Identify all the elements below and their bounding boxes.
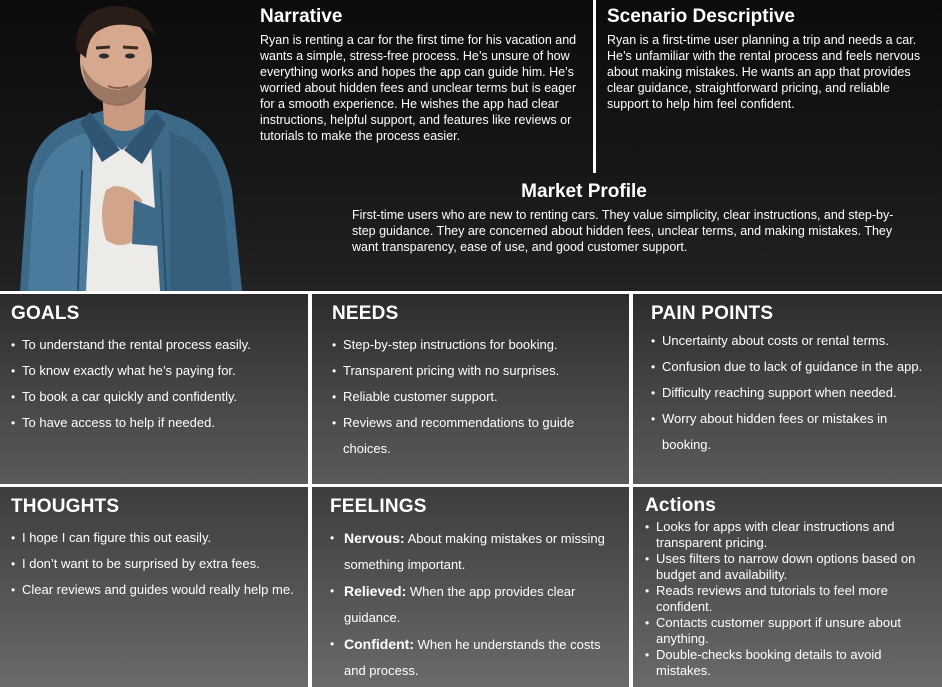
goal-item: • To know exactly what he’s paying for. (11, 358, 298, 384)
needs-list (332, 332, 619, 462)
market-profile-title: Market Profile (521, 181, 647, 202)
section-divider (593, 0, 596, 173)
goal-item: • To understand the rental process easily. (11, 332, 298, 358)
pain-points-list (651, 328, 928, 458)
thoughts-card (0, 487, 308, 687)
feeling-label: Nervous: (344, 530, 405, 546)
persona-grid (0, 291, 942, 687)
feelings-title: FEELINGS (330, 496, 427, 517)
actions-card (633, 487, 942, 687)
goals-card (0, 294, 308, 484)
pain-point-item: • Confusion due to lack of guidance in the app. (651, 354, 928, 380)
thoughts-title: THOUGHTS (11, 496, 120, 517)
persona-header (0, 0, 942, 291)
feeling-text: When the app provides clear guidance. (344, 584, 576, 625)
pain-point-item: • Worry about hidden fees or mistakes in booking. (651, 406, 928, 458)
action-item: • Looks for apps with clear instructions and transparent pricing. (645, 519, 928, 551)
feeling-item (330, 525, 619, 578)
market-profile-section (352, 181, 912, 255)
thoughts-list (11, 525, 298, 603)
pain-point-item: • Difficulty reaching support when needed. (651, 380, 928, 406)
narrative-section (260, 6, 590, 144)
thought-item: • Clear reviews and guides would really help me. (11, 577, 298, 603)
action-item: • Contacts customer support if unsure about anything. (645, 615, 928, 647)
market-profile-text: First-time users who are new to renting cars. They value simplicity, clear instructions, and step-by-step guidance. They are concerned about hidden fees, unclear terms, and making mistakes. They want transparency, ease of use, and good customer support. (352, 208, 894, 254)
action-item: • Double-checks booking details to avoid mistakes. (645, 647, 928, 679)
feelings-list (330, 525, 619, 684)
actions-title: Actions (645, 495, 717, 516)
feelings-card (312, 487, 629, 687)
goal-item: • To have access to help if needed. (11, 410, 298, 436)
narrative-title: Narrative (260, 6, 343, 27)
narrative-text: Ryan is renting a car for the first time for his vacation and wants a simple, stress-free process. He’s unsure of how everything works and hopes the app can guide him. He’s worried about hidden fees and unclear terms but is eager for a smooth experience. He wishes the app had clear instructions, helpful support, and features like reviews or tutorials to make the process easier. (260, 33, 577, 143)
need-item: • Step-by-step instructions for booking. (332, 332, 619, 358)
action-item: • Uses filters to narrow down options based on budget and availability. (645, 551, 928, 583)
scenario-text: Ryan is a first-time user planning a trip and needs a car. He’s unfamiliar with the rental process and feels nervous about making mistakes. He wants an app that provides clear guidance, straightforward pricing, and reliable support to help him feel confident. (607, 33, 921, 111)
thought-item: • I don’t want to be surprised by extra fees. (11, 551, 298, 577)
pain-points-title: PAIN POINTS (651, 303, 774, 324)
persona-photo (10, 0, 250, 291)
man-portrait-image (10, 0, 250, 291)
need-item: • Reviews and recommendations to guide choices. (332, 410, 619, 462)
pain-point-item: • Uncertainty about costs or rental terms. (651, 328, 928, 354)
need-item: • Transparent pricing with no surprises. (332, 358, 619, 384)
feeling-label: Confident: (344, 636, 414, 652)
scenario-section (607, 6, 932, 112)
goal-item: • To book a car quickly and confidently. (11, 384, 298, 410)
action-item: • Reads reviews and tutorials to feel more confident. (645, 583, 928, 615)
goals-list (11, 332, 298, 436)
goals-title: GOALS (11, 303, 80, 324)
feeling-item (330, 578, 619, 631)
thought-item: • I hope I can figure this out easily. (11, 525, 298, 551)
feeling-label: Relieved: (344, 583, 407, 599)
needs-card (312, 294, 629, 484)
need-item: • Reliable customer support. (332, 384, 619, 410)
feeling-text: When he understands the costs and process. (344, 637, 601, 678)
actions-list (645, 519, 928, 679)
pain-points-card (633, 294, 942, 484)
needs-title: NEEDS (332, 303, 399, 324)
scenario-title: Scenario Descriptive (607, 6, 795, 27)
feeling-item (330, 631, 619, 684)
feeling-text: About making mistakes or missing something important. (344, 531, 605, 572)
